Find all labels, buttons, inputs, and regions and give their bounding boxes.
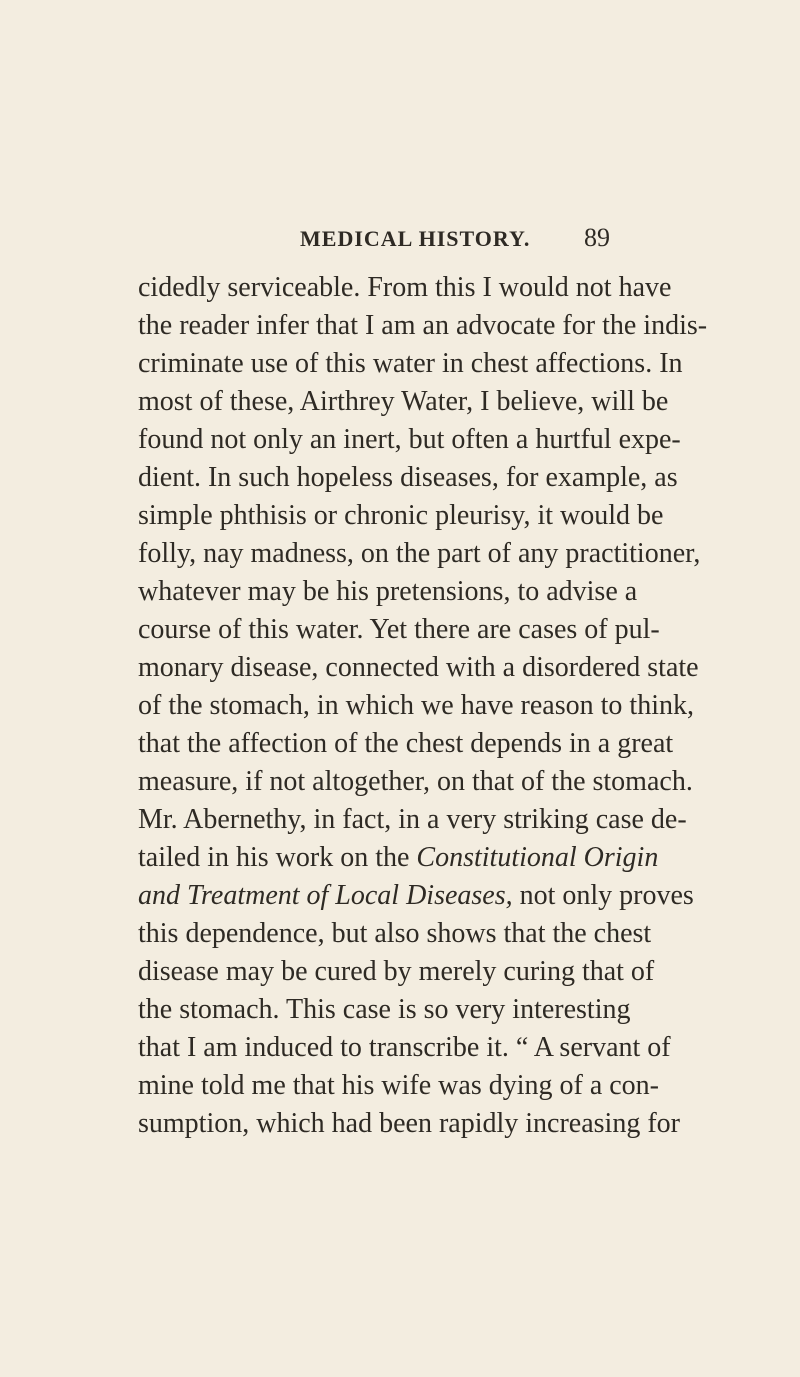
text-line: disease may be cured by merely curing that of [138, 956, 655, 987]
text-segment: not only proves [519, 880, 694, 911]
text-line: measure, if not altogether, on that of the stomach. [138, 766, 693, 797]
text-line: Mr. Abernethy, in fact, in a very striking case de- [138, 804, 687, 835]
text-segment: tailed in his work on the [138, 842, 410, 873]
running-head [0, 223, 800, 266]
book-title-part-1: Constitutional Origin [416, 842, 659, 873]
text-line: mine told me that his wife was dying of a con- [138, 1070, 659, 1101]
page-number: 89 [584, 223, 610, 252]
text-line: folly, nay madness, on the part of any practitioner, [138, 538, 701, 569]
text-line: dient. In such hopeless diseases, for example, as [138, 462, 678, 493]
text-line: criminate use of this water in chest affections. In [138, 348, 683, 379]
running-head-title: MEDICAL HISTORY. [300, 226, 531, 251]
text-line: cidedly serviceable. From this I would not have [138, 272, 672, 303]
text-line-mixed [138, 839, 659, 877]
text-line: this dependence, but also shows that the chest [138, 918, 652, 949]
text-line: monary disease, connected with a disordered state [138, 652, 699, 683]
text-line: course of this water. Yet there are cases of pul- [138, 614, 660, 645]
text-line: that the affection of the chest depends in a great [138, 728, 674, 759]
text-line: simple phthisis or chronic pleurisy, it would be [138, 500, 664, 531]
text-line-mixed [138, 877, 694, 915]
text-line: sumption, which had been rapidly increasing for [138, 1108, 680, 1139]
text-line: most of these, Airthrey Water, I believe, will be [138, 386, 669, 417]
book-title-part-2: and Treatment of Local Diseases, [138, 880, 513, 911]
text-line: found not only an inert, but often a hurtful expe- [138, 424, 681, 455]
text-line: the reader infer that I am an advocate for the indis- [138, 310, 708, 341]
text-line: the stomach. This case is so very interesting [138, 994, 631, 1025]
text-line: whatever may be his pretensions, to advise a [138, 576, 638, 607]
text-line: that I am induced to transcribe it. “ A servant of [138, 1032, 671, 1063]
text-line: of the stomach, in which we have reason to think, [138, 690, 694, 721]
